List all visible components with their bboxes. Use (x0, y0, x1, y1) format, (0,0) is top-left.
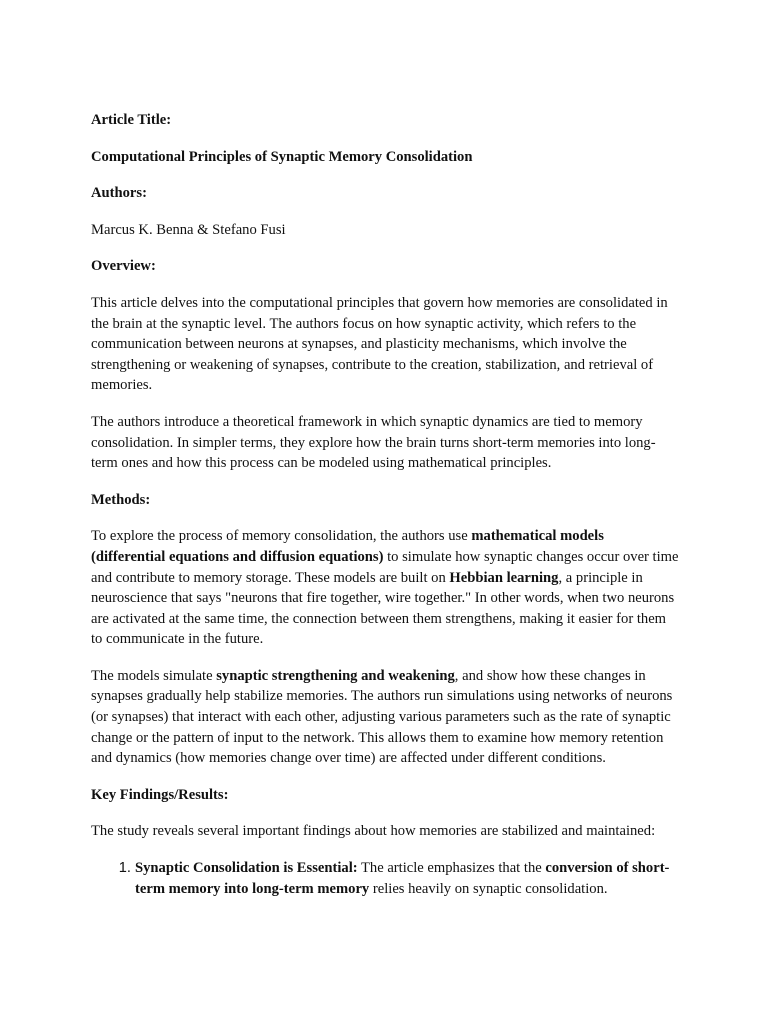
findings-list (91, 858, 681, 899)
methods-p2-text-a: The models simulate (91, 667, 217, 684)
authors-names: Marcus K. Benna & Stefano Fusi (91, 221, 286, 238)
overview-heading: Overview: (91, 258, 156, 275)
authors-label: Authors: (91, 185, 147, 202)
article-title: Computational Principles of Synaptic Memory Consolidation (91, 148, 473, 165)
findings-heading: Key Findings/Results: (91, 786, 229, 803)
methods-p2-bold-synaptic: synaptic strengthening and weakening (216, 667, 455, 684)
methods-p1-text-e: , a principle in neuroscience that says "neurons that fire together, wire together." In other words, when two neurons are activated at the same time, the connection between them strengthens, making it easier for them to communicate in the future. (91, 569, 675, 648)
overview-paragraph-2: The authors introduce a theoretical framework in which synaptic dynamics are tied to memory consolidation. In simpler terms, they explore how the brain turns short-term memories into long-term ones and how this process can be modeled using mathematical principles. (91, 413, 656, 472)
overview-paragraph-1: This article delves into the computational principles that govern how memories are consolidated in the brain at the synaptic level. The authors focus on how synaptic activity, which refers to the communication between neurons at synapses, and plasticity mechanisms, which involve the strengthening or weakening of synapses, contribute to the creation, stabilization, and retrieval of memories. (91, 294, 668, 394)
document-page (91, 110, 681, 899)
methods-p1-text-a: To explore the process of memory consolidation, the authors use (91, 528, 472, 545)
methods-paragraph-1 (91, 526, 681, 650)
findings-list-item (135, 858, 681, 899)
finding-1-text-b: The article emphasizes that the (357, 860, 546, 877)
finding-1-bold-conversion: conversion of short-term memory into long-term memory (135, 860, 670, 897)
finding-1-text-d: relies heavily on synaptic consolidation. (369, 880, 608, 897)
article-title-label: Article Title: (91, 112, 172, 128)
methods-p2-text-c: , and show how these changes in synapses gradually help stabilize memories. The authors run simulations using networks of neurons (or synapses) that interact with each other, adjusting various parameters such as the rate of synaptic change or the pattern of input to the network. This allows them to examine how memory retention and dynamics (how memories change over time) are affected under different conditions. (91, 667, 673, 767)
methods-heading: Methods: (91, 491, 151, 508)
finding-1-title: Synaptic Consolidation is Essential: (135, 860, 358, 877)
methods-p1-text-c: to simulate how synaptic changes occur over time and contribute to memory storage. These models are built on (91, 548, 679, 586)
methods-p1-bold-models: mathematical models (differential equations and diffusion equations) (91, 528, 604, 565)
findings-intro: The study reveals several important findings about how memories are stabilized and maintained: (91, 823, 656, 840)
methods-paragraph-2 (91, 666, 681, 769)
methods-p1-bold-hebbian: Hebbian learning (449, 569, 559, 586)
